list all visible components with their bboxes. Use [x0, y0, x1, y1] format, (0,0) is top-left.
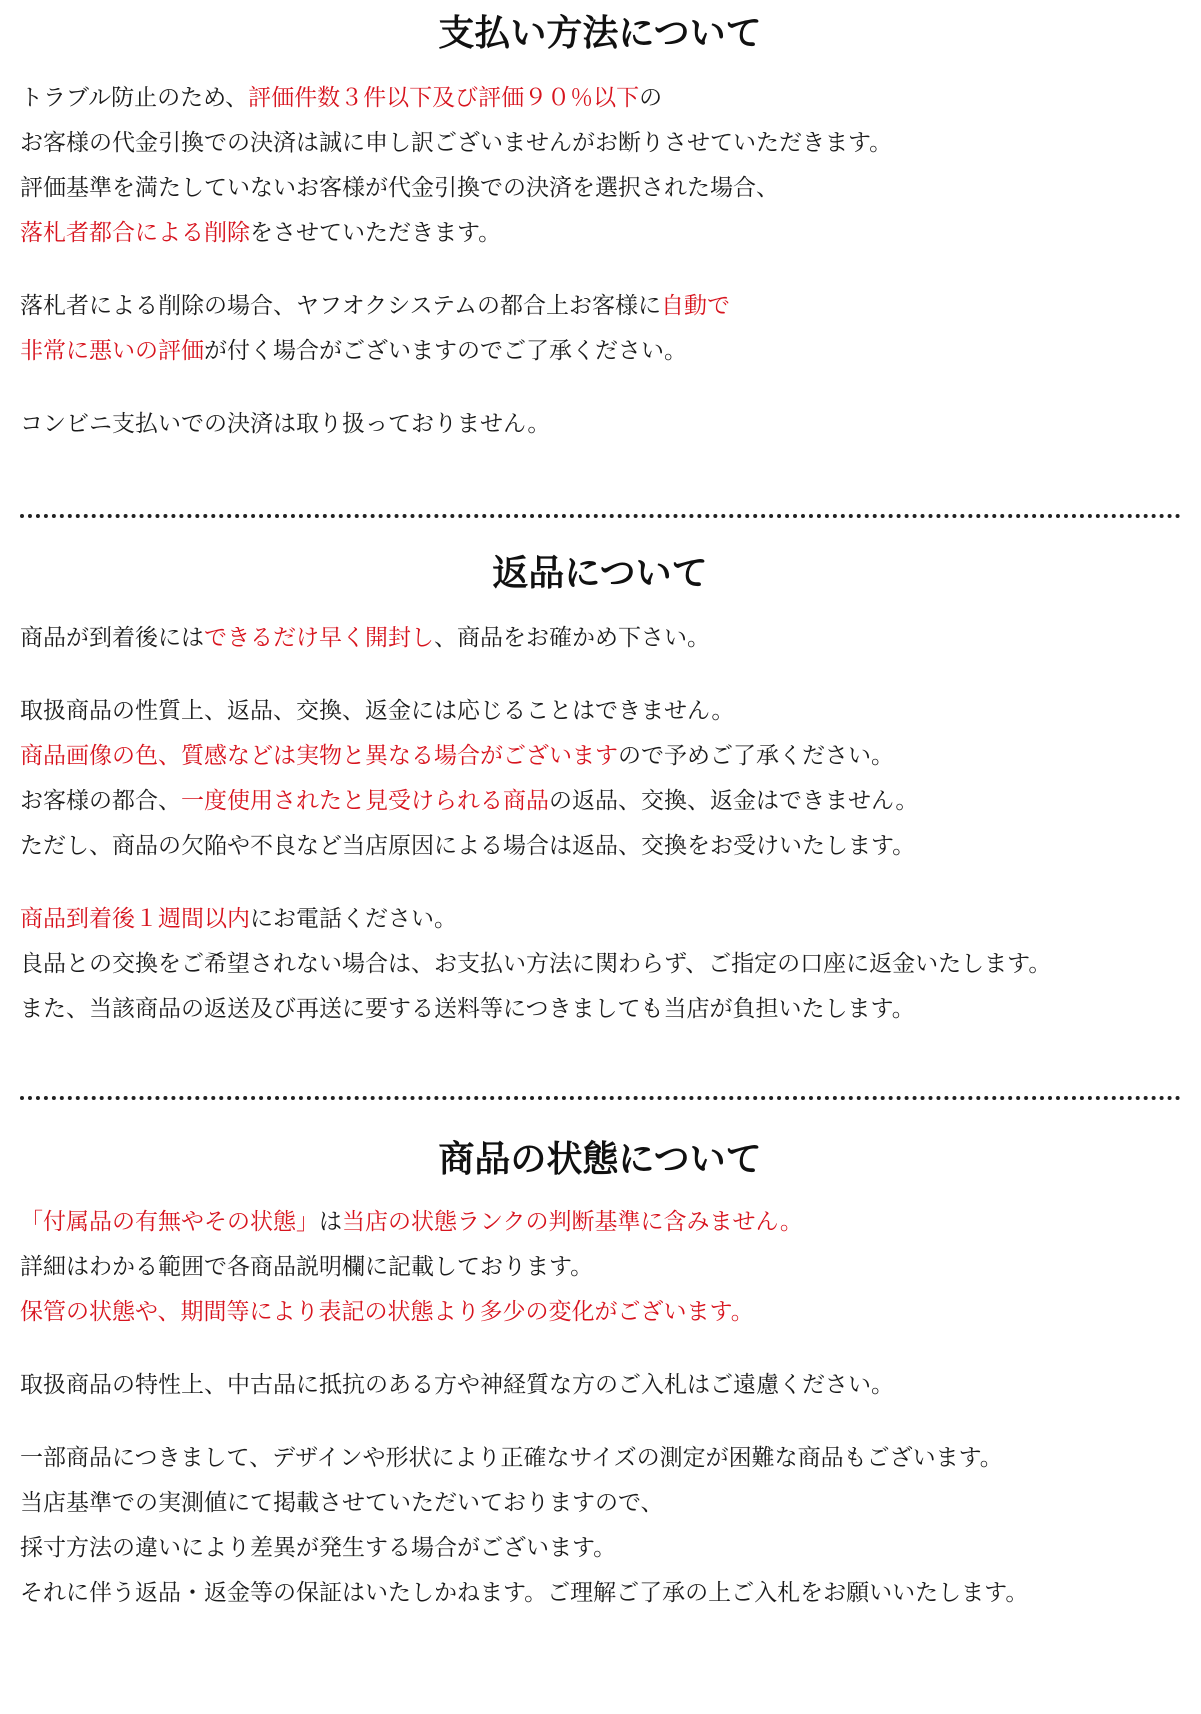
body-text: の返品、交換、返金はできません。: [549, 788, 919, 814]
text-line: [20, 1436, 1180, 1481]
payment-section: [20, 10, 1180, 447]
text-line: [20, 1245, 1180, 1290]
text-line: [20, 211, 1180, 256]
highlighted-text: 当店の状態ランクの判断基準に含みません。: [342, 1209, 803, 1235]
section-title: 支払い方法について: [438, 13, 762, 54]
text-line: [20, 1363, 1180, 1408]
body-text: にお電話ください。: [250, 906, 457, 932]
body-text: 取扱商品の性質上、返品、交換、返金には応じることはできません。: [20, 698, 735, 724]
highlighted-text: 一度使用されたと見受けられる商品: [181, 788, 549, 814]
body-text: ので予めご了承ください。: [618, 743, 894, 769]
highlighted-text: 非常に悪いの評価: [20, 338, 204, 364]
section-divider: [20, 514, 1181, 518]
highlighted-text: 落札者都合による削除: [20, 220, 250, 246]
section-title: 商品の状態について: [438, 1139, 762, 1180]
text-line: [20, 1571, 1180, 1616]
text-line: [20, 616, 1180, 661]
highlighted-text: 評価件数３件以下及び評価９０％以下: [248, 85, 640, 111]
text-line: [20, 734, 1180, 779]
text-line: [20, 166, 1180, 211]
body-text: 商品が到着後には: [20, 625, 204, 651]
section-body: [20, 616, 1180, 1032]
text-line: [20, 1481, 1180, 1526]
text-line: [20, 942, 1180, 987]
section-title: 返品について: [492, 553, 708, 594]
text-line: [20, 1200, 1180, 1245]
highlighted-text: できるだけ早く開封し: [204, 625, 434, 651]
highlighted-text: 保管の状態や、期間等により表記の状態より多少の変化がございます。: [20, 1299, 754, 1325]
section-body: [20, 1200, 1180, 1616]
highlighted-text: 自動で: [661, 293, 731, 319]
body-text: ただし、商品の欠陥や不良など当店原因による場合は返品、交換をお受けいたします。: [20, 833, 916, 859]
body-text: 一部商品につきまして、デザインや形状により正確なサイズの測定が困難な商品もございます。: [20, 1445, 1003, 1471]
body-text: 採寸方法の違いにより差異が発生する場合がございます。: [20, 1535, 617, 1561]
body-text: 詳細はわかる範囲で各商品説明欄に記載しております。: [20, 1254, 594, 1280]
highlighted-text: 商品画像の色、質感などは実物と異なる場合がございます: [20, 743, 618, 769]
body-text: 評価基準を満たしていないお客様が代金引換での決済を選択された場合、: [20, 175, 779, 201]
text-line: [20, 897, 1180, 942]
text-line: [20, 284, 1180, 329]
body-text: それに伴う返品・返金等の保証はいたしかねます。ご理解ご了承の上ご入札をお願いいたします。: [20, 1580, 1029, 1606]
condition-section: [20, 1136, 1180, 1616]
body-text: をさせていただきます。: [250, 220, 502, 246]
body-text: また、当該商品の返送及び再送に要する送料等につきましても当店が負担いたします。: [20, 996, 915, 1022]
text-line: [20, 689, 1180, 734]
text-line: [20, 1526, 1180, 1571]
highlighted-text: 商品到着後１週間以内: [20, 906, 250, 932]
body-text: 落札者による削除の場合、ヤフオクシステムの都合上お客様に: [20, 293, 662, 319]
highlighted-text: 「付属品の有無やその状態」: [20, 1209, 319, 1235]
text-line: [20, 329, 1180, 374]
body-text: は: [319, 1209, 342, 1235]
body-text: の: [639, 85, 663, 111]
section-divider: [20, 1096, 1181, 1100]
body-text: 良品との交換をご希望されない場合は、お支払い方法に関わらず、ご指定の口座に返金いたします。: [20, 951, 1052, 977]
text-line: [20, 76, 1180, 121]
body-text: お客様の都合、: [20, 788, 181, 814]
body-text: 当店基準での実測値にて掲載させていただいておりますので、: [20, 1490, 664, 1516]
returns-section: [20, 550, 1180, 1032]
body-text: トラブル防止のため、: [20, 85, 249, 111]
body-text: が付く場合がございますのでご了承ください。: [204, 338, 687, 364]
text-line: [20, 402, 1180, 447]
text-line: [20, 987, 1180, 1032]
section-body: [20, 76, 1180, 447]
body-text: 取扱商品の特性上、中古品に抵抗のある方や神経質な方のご入札はご遠慮ください。: [20, 1372, 894, 1398]
text-line: [20, 824, 1180, 869]
text-line: [20, 1290, 1180, 1335]
body-text: お客様の代金引換での決済は誠に申し訳ございませんがお断りさせていただきます。: [20, 130, 893, 156]
text-line: [20, 779, 1180, 824]
body-text: コンビニ支払いでの決済は取り扱っておりません。: [20, 411, 551, 437]
text-line: [20, 121, 1180, 166]
body-text: 、商品をお確かめ下さい。: [434, 625, 710, 651]
